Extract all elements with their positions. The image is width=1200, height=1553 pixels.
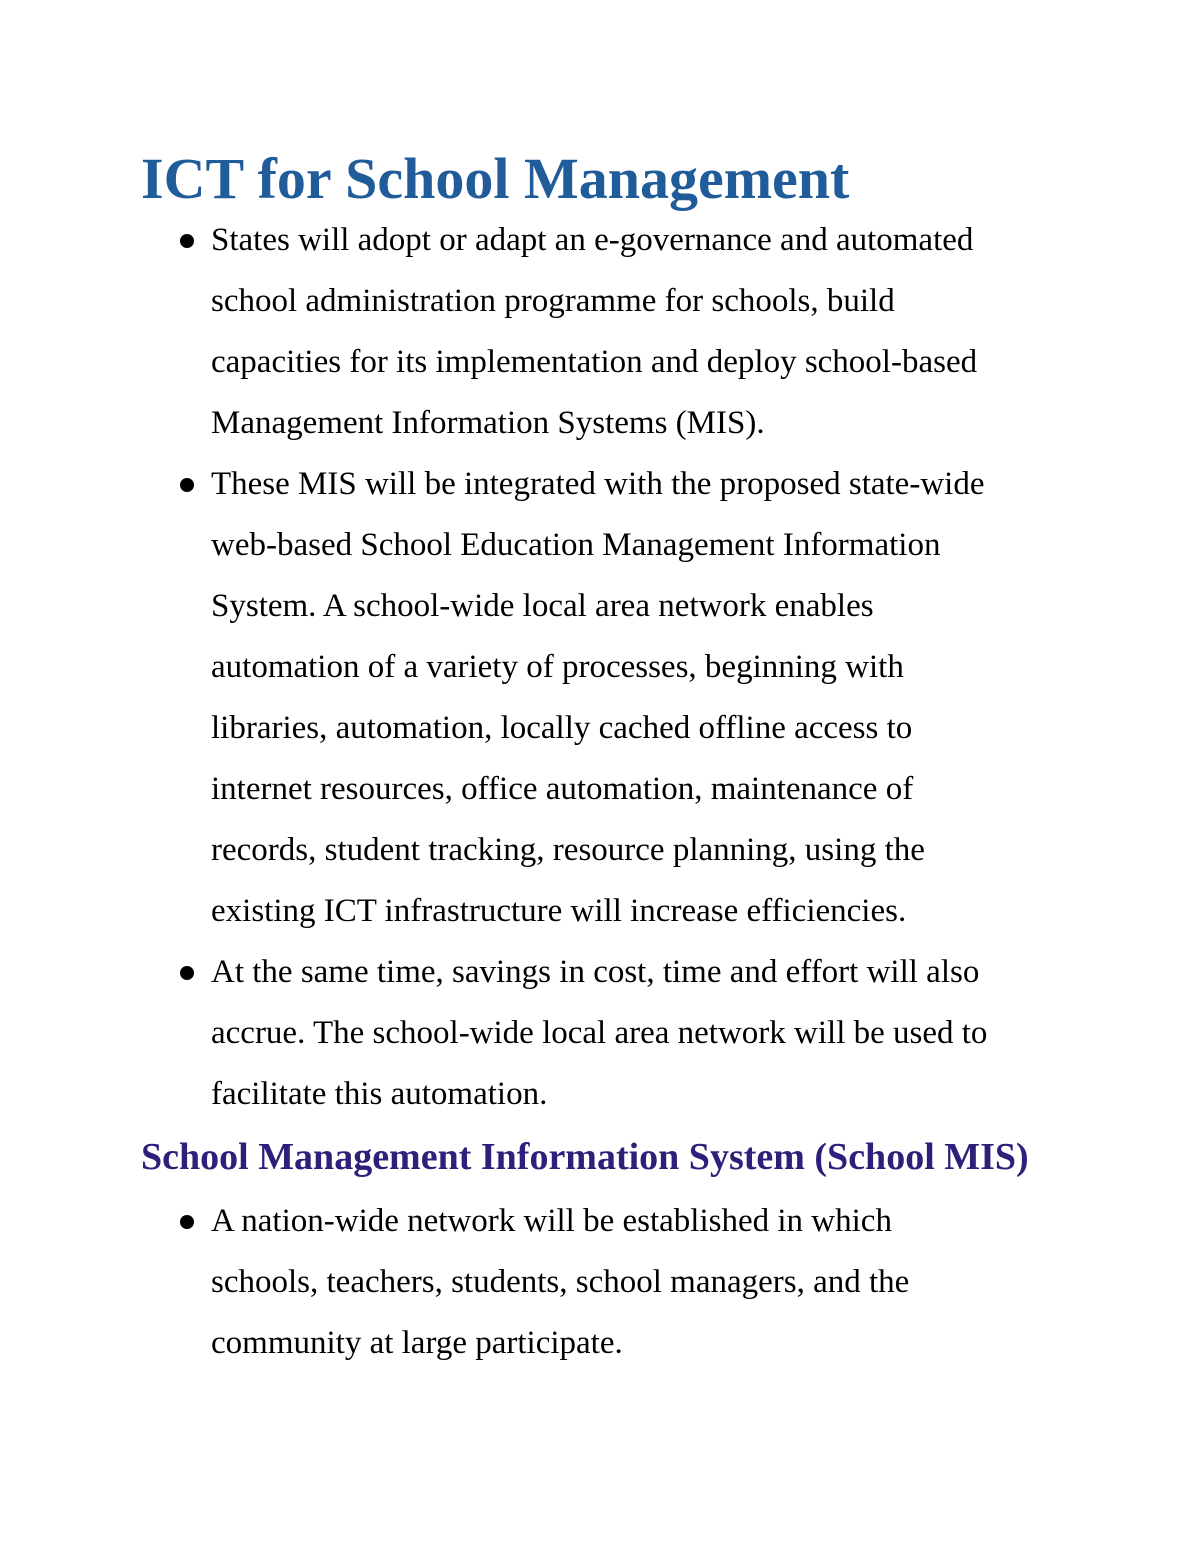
list-item [0,210,1061,454]
text-line: web-based School Education Management Information [211,527,941,563]
text-line: internet resources, office automation, maintenance of [211,771,914,807]
bullet-list-ict [0,210,1200,1125]
text-line: capacities for its implementation and deploy school-based [211,344,978,380]
list-item [0,1191,1061,1374]
text-line: States will adopt or adapt an e-governance and automated [211,222,974,258]
text-line: accrue. The school-wide local area network will be used to [211,1015,988,1051]
section-heading: School Management Information System (School MIS) [141,1136,1029,1178]
text-line: libraries, automation, locally cached offline access to [211,710,913,746]
text-line: At the same time, savings in cost, time and effort will also [211,954,980,990]
list-item [0,942,1061,1125]
text-line: automation of a variety of processes, beginning with [211,649,904,685]
text-line: System. A school-wide local area network enables [211,588,874,624]
text-line: school administration programme for schools, build [211,283,895,319]
bullet-list-school-mis [0,1191,1200,1374]
text-line: Management Information Systems (MIS). [211,405,765,441]
text-line: records, student tracking, resource planning, using the [211,832,925,868]
bullet-icon [180,1215,194,1229]
bullet-icon [180,478,194,492]
bullet-icon [180,966,194,980]
text-line: facilitate this automation. [211,1076,548,1112]
text-line: existing ICT infrastructure will increase efficiencies. [211,893,907,929]
text-line: A nation-wide network will be established in which [211,1203,892,1239]
text-line: These MIS will be integrated with the proposed state-wide [211,466,985,502]
text-line: schools, teachers, students, school managers, and the [211,1264,910,1300]
list-item [0,454,1061,942]
page-title: ICT for School Management [141,146,850,211]
bullet-icon [180,234,194,248]
text-line: community at large participate. [211,1325,623,1361]
